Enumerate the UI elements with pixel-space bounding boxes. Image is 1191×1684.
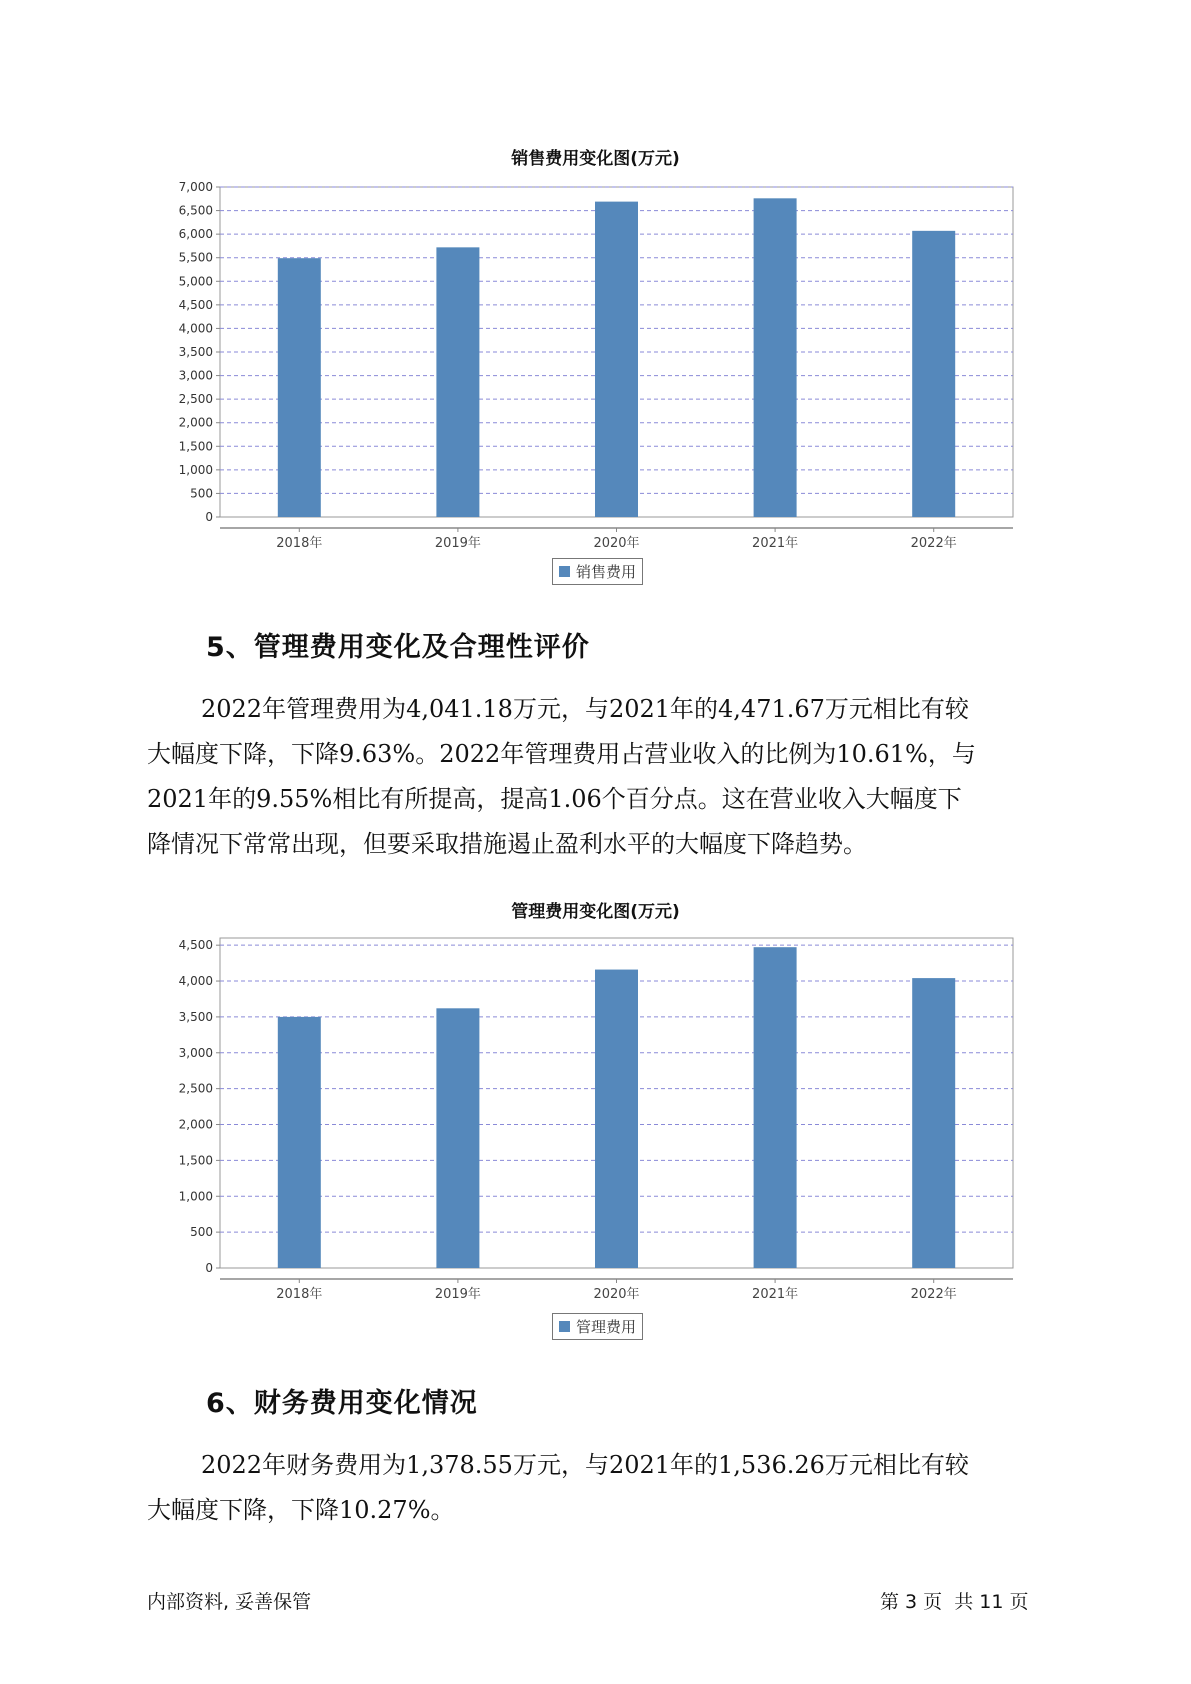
footer-page-number: 第 3 页 共 11 页: [880, 1591, 1029, 1613]
y-tick-label: 500: [190, 1225, 213, 1240]
y-tick-label: 0: [205, 1261, 213, 1275]
legend-label: 管理费用: [576, 1318, 637, 1336]
sales-expense-chart: [0, 170, 1191, 551]
bar-2020年: [595, 970, 638, 1268]
y-tick-label: 6,500: [178, 203, 213, 218]
x-tick-label: 2022年: [910, 1287, 957, 1302]
y-tick-label: 1,000: [178, 1189, 213, 1204]
y-tick-label: 3,500: [178, 345, 213, 359]
x-tick-label: 2021年: [752, 1287, 799, 1302]
x-tick-label: 2021年: [752, 536, 799, 551]
y-tick-label: 2,000: [178, 1117, 213, 1132]
bar-2021年: [754, 198, 797, 517]
y-tick-label: 2,500: [178, 392, 213, 407]
y-tick-label: 1,500: [178, 1153, 213, 1168]
y-tick-label: 500: [190, 486, 213, 501]
admin-expense-chart: [0, 924, 1191, 1302]
section5-line-4: 降情况下常常出现，但要采取措施遏止盈利水平的大幅度下降趋势。: [147, 830, 867, 858]
bar-2018年: [278, 1017, 321, 1268]
section6-paragraph: [147, 1443, 1057, 1533]
bar-2020年: [595, 202, 638, 517]
legend-swatch: [559, 566, 570, 577]
y-tick-label: 4,000: [178, 321, 213, 336]
y-tick-label: 4,500: [178, 297, 213, 312]
x-tick-label: 2020年: [593, 536, 640, 551]
section5-heading: 5、管理费用变化及合理性评价: [206, 632, 590, 663]
section6-line-1: 2022年财务费用为1,378.55万元，与2021年的1,536.26万元相比有较: [201, 1451, 969, 1479]
y-tick-label: 1,000: [178, 462, 213, 477]
y-tick-label: 3,000: [178, 1045, 213, 1060]
section6-line-2: 大幅度下降，下降10.27%。: [147, 1496, 455, 1524]
footer-confidential-note: 内部资料, 妥善保管: [147, 1591, 312, 1613]
y-tick-label: 4,500: [178, 938, 213, 953]
y-tick-label: 4,000: [178, 974, 213, 989]
bar-2019年: [436, 1008, 479, 1268]
x-tick-label: 2022年: [910, 536, 957, 551]
y-tick-label: 6,000: [178, 227, 213, 242]
x-tick-label: 2019年: [434, 1287, 481, 1302]
y-tick-label: 2,000: [178, 415, 213, 430]
chart2-title: 管理费用变化图(万元): [511, 902, 680, 922]
section6-heading: 6、财务费用变化情况: [206, 1388, 478, 1419]
section5-paragraph: [147, 687, 1057, 867]
y-tick-label: 5,500: [178, 250, 213, 265]
section5-line-3: 2021年的9.55%相比有所提高，提高1.06个百分点。这在营业收入大幅度下: [147, 785, 962, 813]
y-tick-label: 5,000: [178, 274, 213, 289]
bar-2022年: [912, 978, 955, 1268]
bar-2019年: [436, 247, 479, 517]
x-tick-label: 2018年: [276, 1287, 323, 1302]
chart2-legend: [552, 1313, 643, 1340]
section5-line-1: 2022年管理费用为4,041.18万元，与2021年的4,471.67万元相比有较: [201, 695, 969, 723]
legend-label: 销售费用: [576, 563, 637, 581]
chart1-title: 销售费用变化图(万元): [511, 149, 680, 169]
x-tick-label: 2020年: [593, 1287, 640, 1302]
y-tick-label: 3,000: [178, 368, 213, 383]
y-tick-label: 7,000: [178, 180, 213, 194]
y-tick-label: 0: [205, 510, 213, 524]
legend-swatch: [559, 1321, 570, 1332]
bar-2022年: [912, 231, 955, 517]
y-tick-label: 1,500: [178, 439, 213, 454]
section5-line-2: 大幅度下降，下降9.63%。2022年管理费用占营业收入的比例为10.61%，与: [147, 740, 976, 768]
x-tick-label: 2019年: [434, 536, 481, 551]
bar-2018年: [278, 258, 321, 517]
bar-2021年: [754, 947, 797, 1268]
y-tick-label: 3,500: [178, 1009, 213, 1024]
chart1-legend: [552, 558, 643, 585]
x-tick-label: 2018年: [276, 536, 323, 551]
y-tick-label: 2,500: [178, 1081, 213, 1096]
